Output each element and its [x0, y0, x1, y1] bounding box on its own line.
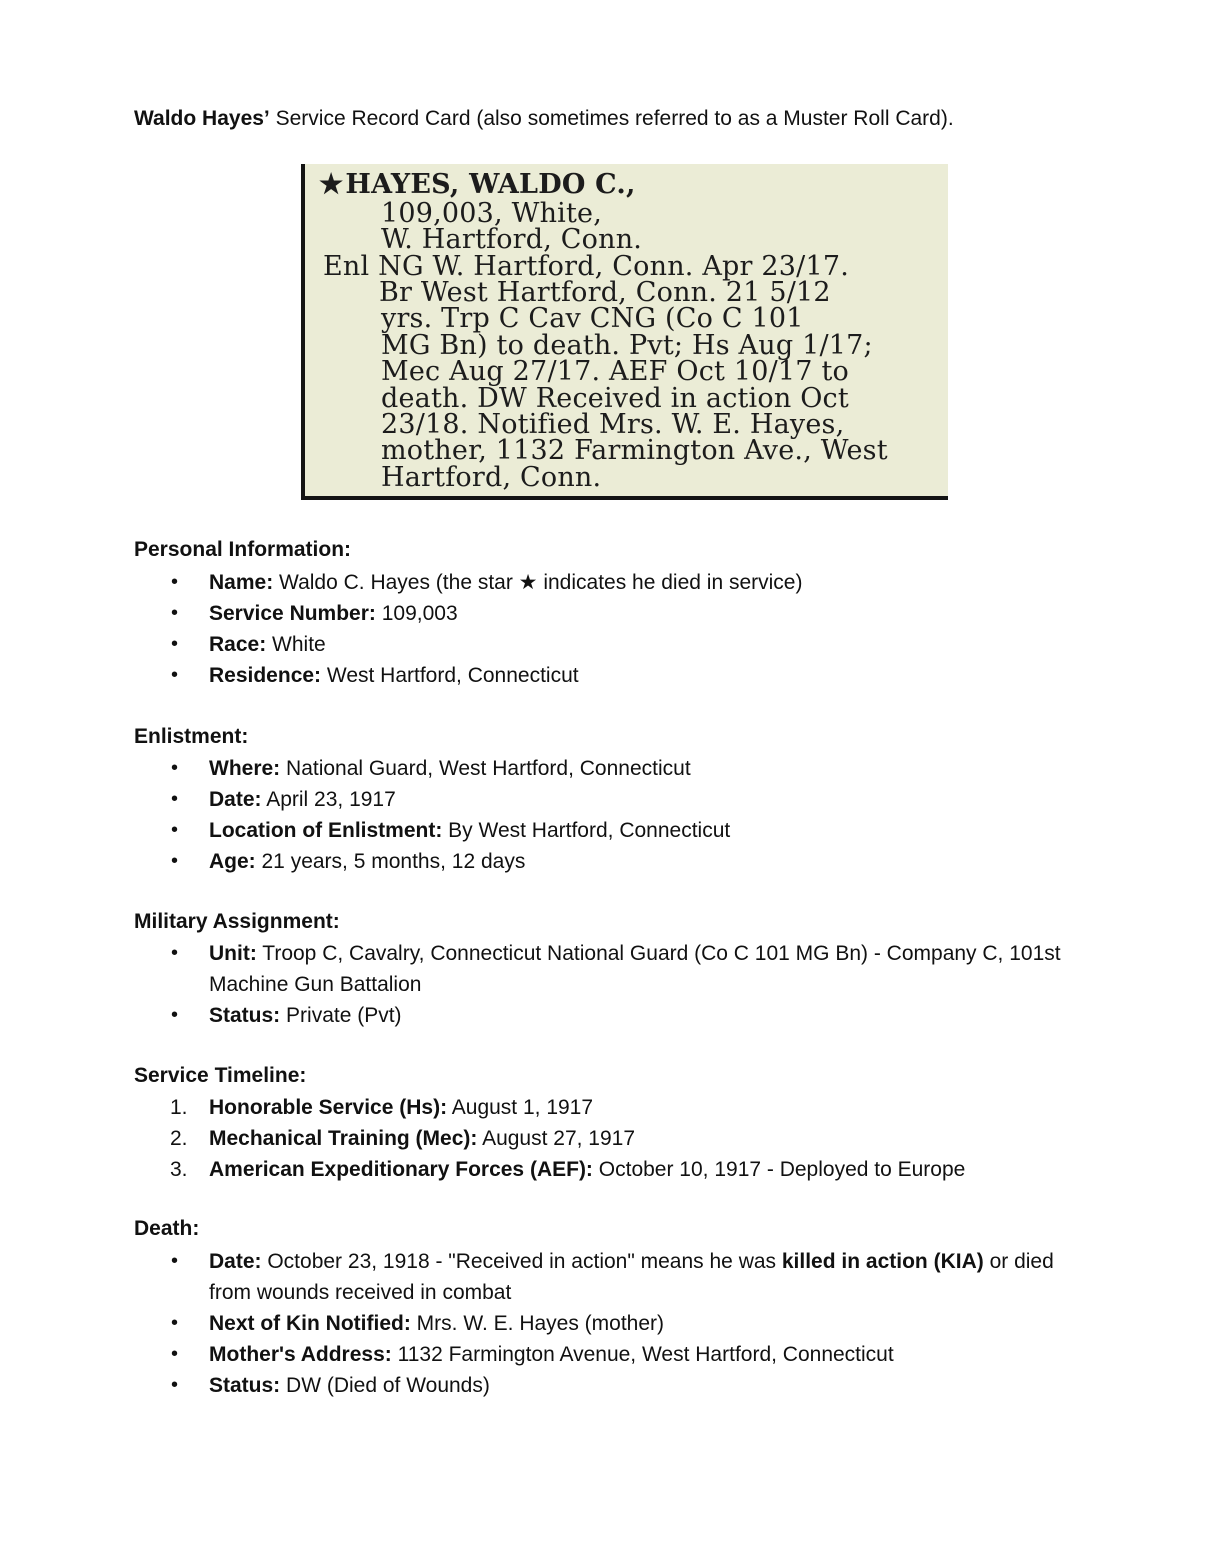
list-item: • Date: April 23, 1917: [0, 784, 1089, 815]
intro-text: Service Record Card (also sometimes referred to as a Muster Roll Card).: [269, 107, 954, 130]
bullet-icon: •: [171, 788, 179, 810]
enlistment-list: [0, 753, 1089, 877]
card-line: W. Hartford, Conn.: [381, 224, 643, 255]
star-icon: ★: [319, 169, 344, 200]
bullet-icon: •: [171, 1374, 179, 1396]
intro-name: Waldo Hayes’: [134, 107, 270, 130]
card-name: HAYES, WALDO C.,: [345, 169, 636, 200]
card-line: Mec Aug 27/17. AEF Oct 10/17 to: [381, 356, 849, 387]
list-item: • Residence: West Hartford, Connecticut: [0, 660, 1089, 691]
list-item: • Service Number: 109,003: [0, 598, 1089, 629]
card-line: Br West Hartford, Conn. 21 5/12: [379, 277, 831, 308]
list-item: • Unit: Troop C, Cavalry, Connecticut National Guard (Co C 101 MG Bn) - Company C, 101st Machine Gun Battalion: [0, 938, 1089, 1000]
card-line: yrs. Trp C Cav CNG (Co C 101: [381, 303, 804, 334]
card-line: mother, 1132 Farmington Ave., West: [381, 435, 888, 466]
list-item: 3. American Expeditionary Forces (AEF): October 10, 1917 - Deployed to Europe: [0, 1154, 1089, 1185]
enlistment-heading: Enlistment:: [134, 725, 249, 748]
bullet-icon: •: [171, 942, 179, 964]
list-number: 1.: [170, 1096, 188, 1119]
bullet-icon: •: [171, 664, 179, 686]
bullet-icon: •: [171, 1250, 179, 1272]
service-record-card-image: [301, 164, 948, 500]
list-item: • Race: White: [0, 629, 1089, 660]
bullet-icon: •: [171, 602, 179, 624]
list-item: • Age: 21 years, 5 months, 12 days: [0, 846, 1089, 877]
list-item: • Where: National Guard, West Hartford, Connecticut: [0, 753, 1089, 784]
list-item: • Next of Kin Notified: Mrs. W. E. Hayes (mother): [0, 1308, 1089, 1339]
card-line: death. DW Received in action Oct: [381, 383, 849, 414]
bullet-icon: •: [171, 1004, 179, 1026]
list-item: • Location of Enlistment: By West Hartford, Connecticut: [0, 815, 1089, 846]
list-number: 3.: [170, 1158, 188, 1181]
bullet-icon: •: [171, 571, 179, 593]
military-assignment-list: [0, 938, 1089, 1031]
bullet-icon: •: [171, 1343, 179, 1365]
bullet-icon: •: [171, 757, 179, 779]
death-list: [0, 1246, 1089, 1401]
list-item: • Name: Waldo C. Hayes (the star ★ indicates he died in service): [0, 567, 1089, 598]
list-item: 1. Honorable Service (Hs): August 1, 1917: [0, 1092, 1089, 1123]
card-line: Enl NG W. Hartford, Conn. Apr 23/17.: [323, 251, 850, 282]
card-line: 109,003, White,: [381, 198, 603, 229]
bullet-icon: •: [171, 850, 179, 872]
card-line: MG Bn) to death. Pvt; Hs Aug 1/17;: [381, 330, 873, 361]
service-timeline-heading: Service Timeline:: [134, 1064, 307, 1087]
personal-info-list: [0, 567, 1089, 691]
list-item: • Mother's Address: 1132 Farmington Avenue, West Hartford, Connecticut: [0, 1339, 1089, 1370]
list-item: • Status: Private (Pvt): [0, 1000, 1089, 1031]
list-number: 2.: [170, 1127, 188, 1150]
intro-line: [134, 104, 954, 134]
card-line: Hartford, Conn.: [381, 462, 602, 493]
bullet-icon: •: [171, 819, 179, 841]
personal-info-heading: Personal Information:: [134, 538, 352, 561]
death-heading: Death:: [134, 1217, 200, 1240]
bullet-icon: •: [171, 633, 179, 655]
military-assignment-heading: Military Assignment:: [134, 910, 340, 933]
list-item: 2. Mechanical Training (Mec): August 27, 1917: [0, 1123, 1089, 1154]
service-timeline-list: [0, 1092, 1089, 1185]
bullet-icon: •: [171, 1312, 179, 1334]
card-name-line: [319, 171, 636, 198]
card-line: 23/18. Notified Mrs. W. E. Hayes,: [381, 409, 845, 440]
list-item: • Status: DW (Died of Wounds): [0, 1370, 1089, 1401]
list-item: • Date: October 23, 1918 - "Received in action" means he was killed in action (KIA) or died from wounds received in combat: [0, 1246, 1089, 1308]
